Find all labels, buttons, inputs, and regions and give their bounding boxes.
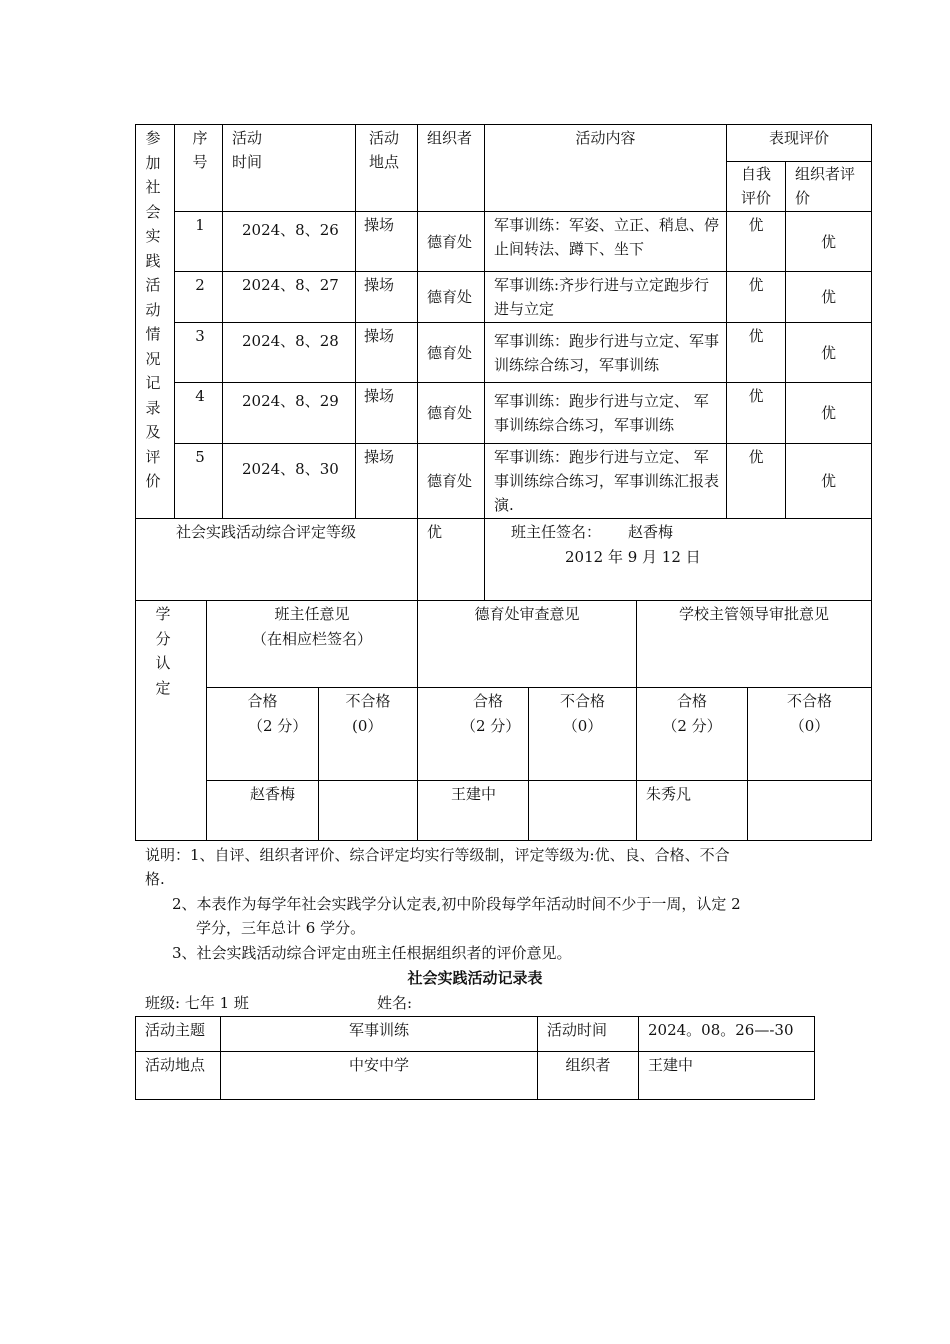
summary-grade: 优 xyxy=(427,523,443,541)
row-seq: 3 xyxy=(195,327,205,345)
row-org-eval: 优 xyxy=(820,404,836,422)
row-organizer: 德育处 xyxy=(427,288,473,306)
note-3: 3、社会实践活动综合评定由班主任根据组织者的评价意见。 xyxy=(172,944,572,962)
row-content: 军事训练:齐步行进与立定跑步行进与立定 xyxy=(494,276,710,318)
header-seq: 序 号 xyxy=(192,129,208,171)
teacher-fail-label: 不合格 xyxy=(345,692,391,710)
teacher-pass-score: （2 分） xyxy=(248,717,308,735)
row-seq: 4 xyxy=(195,387,205,405)
row-organizer: 德育处 xyxy=(427,344,473,362)
row-place: 操场 xyxy=(364,387,395,405)
row-self-eval: 优 xyxy=(748,448,764,466)
teacher-pass-label: 合格 xyxy=(247,692,278,710)
side-label-participation: 参加社会实践活动情况记录及评价 xyxy=(145,129,161,490)
theme-value: 军事训练 xyxy=(348,1021,409,1039)
row-org-eval: 优 xyxy=(820,472,836,490)
header-org-eval: 组织者评 价 xyxy=(795,165,856,207)
row-organizer: 德育处 xyxy=(427,472,473,490)
note-2-line2: 学分，三年总计 6 学分。 xyxy=(196,919,366,937)
row-content: 军事训练：跑步行进与立定、军事训练综合练习，军事训练 xyxy=(494,332,720,374)
row-place: 操场 xyxy=(364,216,395,234)
row-org-eval: 优 xyxy=(820,344,836,362)
row-seq: 2 xyxy=(195,276,205,294)
note-1-line1: 说明：1、自评、组织者评价、综合评定均实行等级制，评定等级为:优、良、合格、不合 xyxy=(145,846,730,864)
row-self-eval: 优 xyxy=(748,387,764,405)
row-seq: 5 xyxy=(195,448,205,466)
org-value: 王建中 xyxy=(648,1056,694,1074)
header-self-eval: 自我 评价 xyxy=(740,165,771,207)
place-value: 中安中学 xyxy=(348,1056,409,1074)
summary-label: 社会实践活动综合评定等级 xyxy=(176,523,357,541)
teacher-fail-score: (0） xyxy=(352,717,383,735)
signer-teacher: 赵香梅 xyxy=(250,785,296,803)
row-content: 军事训练：跑步行进与立定、 军事训练综合练习，军事训练 xyxy=(494,392,709,434)
row-organizer: 德育处 xyxy=(427,404,473,422)
school-fail-label: 不合格 xyxy=(786,692,832,710)
row-org-eval: 优 xyxy=(820,288,836,306)
row-content: 军事训练：军姿、立正、稍息、停止间转法、蹲下、坐下 xyxy=(494,216,720,258)
summary-sign-name: 赵香梅 xyxy=(628,523,674,541)
moral-pass-label: 合格 xyxy=(472,692,503,710)
row-self-eval: 优 xyxy=(748,327,764,345)
theme-label: 活动主题 xyxy=(145,1021,206,1039)
moral-fail-score: （0） xyxy=(562,717,603,735)
note-2-line1: 2、本表作为每学年社会实践学分认定表,初中阶段每学年活动时间不少于一周，认定 2 xyxy=(172,895,741,913)
second-table-title: 社会实践活动记录表 xyxy=(407,969,543,987)
side-label-credit: 学分认定 xyxy=(155,605,171,697)
row-organizer: 德育处 xyxy=(427,233,473,251)
teacher-opinion-header: 班主任意见 xyxy=(274,605,350,623)
note-1-line2: 格. xyxy=(145,870,165,888)
moral-fail-label: 不合格 xyxy=(559,692,605,710)
teacher-opinion-note: （在相应栏签名） xyxy=(251,630,372,648)
time-value: 2024。08。26—-30 xyxy=(648,1021,794,1039)
place-label: 活动地点 xyxy=(145,1056,206,1074)
school-pass-label: 合格 xyxy=(676,692,707,710)
header-evaluation: 表现评价 xyxy=(768,129,829,147)
header-content: 活动内容 xyxy=(575,129,636,147)
row-org-eval: 优 xyxy=(820,233,836,251)
signer-moral: 王建中 xyxy=(451,785,497,803)
row-date: 2024、8、30 xyxy=(242,460,339,478)
row-self-eval: 优 xyxy=(748,276,764,294)
row-place: 操场 xyxy=(364,276,395,294)
summary-sign-label: 班主任签名： xyxy=(511,523,602,541)
summary-date: 2012 年 9 月 12 日 xyxy=(565,548,701,566)
org-label: 组织者 xyxy=(565,1056,611,1074)
school-fail-score: （0） xyxy=(789,717,830,735)
time-label: 活动时间 xyxy=(547,1021,608,1039)
row-date: 2024、8、26 xyxy=(242,221,339,239)
header-time: 活动 时间 xyxy=(232,129,263,171)
signer-school: 朱秀凡 xyxy=(646,785,692,803)
school-pass-score: （2 分） xyxy=(662,717,722,735)
row-date: 2024、8、28 xyxy=(242,332,339,350)
header-organizer: 组织者 xyxy=(427,129,473,147)
moral-pass-score: （2 分） xyxy=(461,717,521,735)
name-label: 姓名: xyxy=(377,994,413,1012)
class-label: 班级: 七年 1 班 xyxy=(145,994,249,1012)
row-place: 操场 xyxy=(364,327,395,345)
row-seq: 1 xyxy=(195,216,205,234)
school-opinion-header: 学校主管领导审批意见 xyxy=(678,605,829,623)
row-content: 军事训练：跑步行进与立定、 军事训练综合练习，军事训练汇报表演. xyxy=(494,448,720,514)
row-self-eval: 优 xyxy=(748,216,764,234)
moral-opinion-header: 德育处审查意见 xyxy=(474,605,580,623)
row-date: 2024、8、29 xyxy=(242,392,339,410)
row-date: 2024、8、27 xyxy=(242,276,339,294)
row-place: 操场 xyxy=(364,448,395,466)
header-place: 活动 地点 xyxy=(369,129,400,171)
